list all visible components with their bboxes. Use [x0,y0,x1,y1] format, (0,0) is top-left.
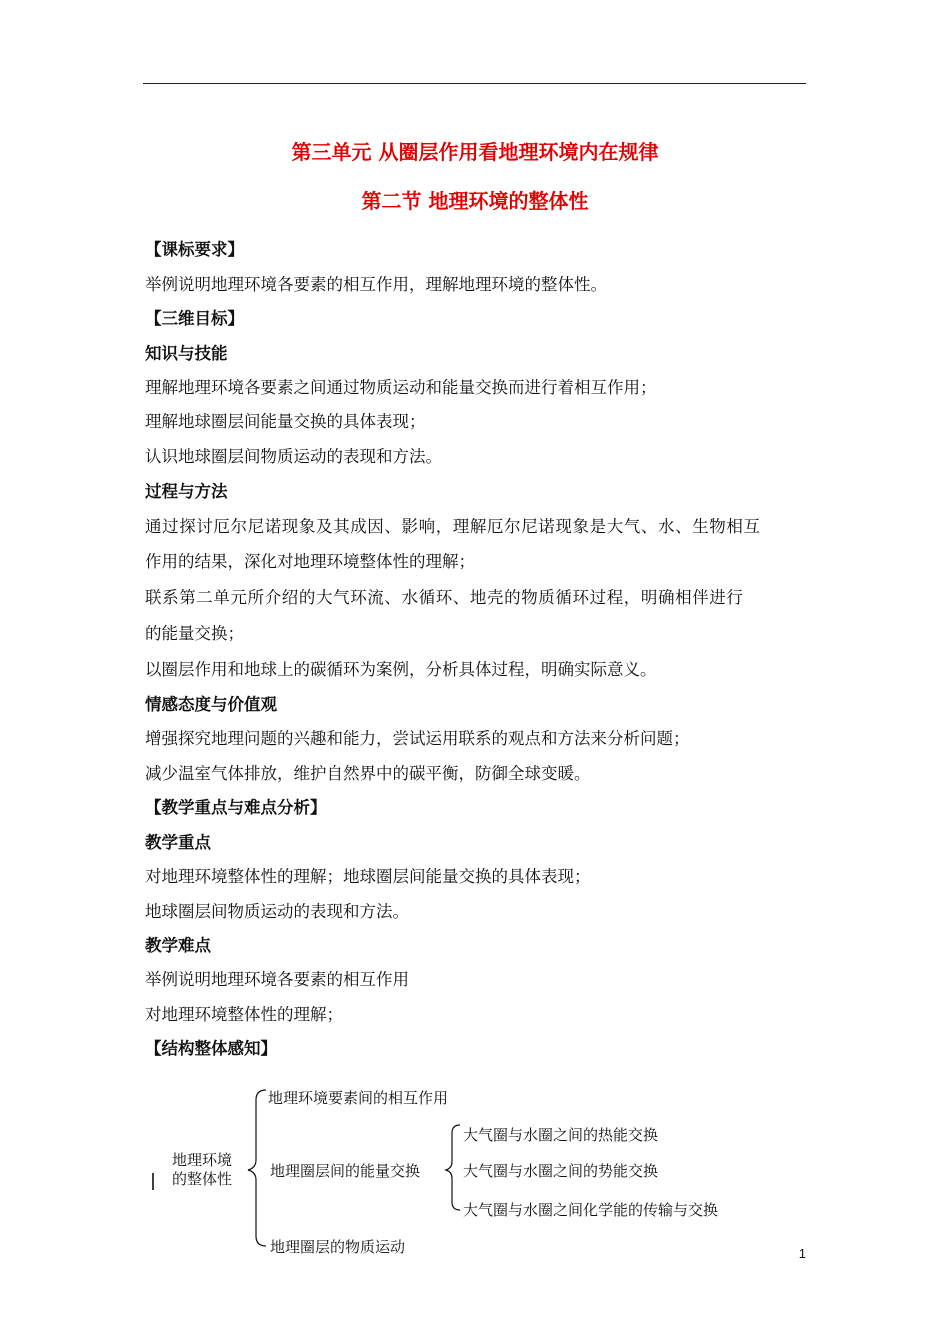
heading-key-difficult-points: 【教学重点与难点分析】 [145,798,327,817]
subheading-teaching-focus: 教学重点 [145,833,211,852]
body-line: 联系第二单元所介绍的大气环流、水循环、地壳的物质循环过程，明确相伴进行 [145,588,744,607]
section-title: 第二节 地理环境的整体性 [361,189,589,213]
body-line: 以圈层作用和地球上的碳循环为案例，分析具体过程，明确实际意义。 [145,660,657,679]
page-number: 1 [798,1246,806,1261]
tree-sub-heat-exchange: 大气圈与水圈之间的热能交换 [463,1126,659,1144]
heading-structure-overview: 【结构整体感知】 [145,1039,277,1058]
body-line: 作用的结果，深化对地理环境整体性的理解； [145,552,475,571]
subheading-attitudes-values: 情感态度与价值观 [145,695,277,714]
tree-branch-energy-exchange: 地理圈层间的能量交换 [270,1162,421,1180]
heading-curriculum-requirements: 【课标要求】 [145,240,244,259]
body-line: 对地理环境整体性的理解；地球圈层间能量交换的具体表现； [145,867,591,886]
unit-title: 第三单元 从圈层作用看地理环境内在规律 [291,140,659,164]
tree-branch-interaction: 地理环境要素间的相互作用 [268,1089,449,1107]
subheading-knowledge-skills: 知识与技能 [145,344,228,363]
body-line: 地球圈层间物质运动的表现和方法。 [145,902,409,921]
tree-sub-chemical-exchange: 大气圈与水圈之间化学能的传输与交换 [463,1201,719,1219]
tree-root-line2: 的整体性 [172,1170,233,1188]
body-line: 对地理环境整体性的理解； [145,1005,343,1024]
body-line: 认识地球圈层间物质运动的表现和方法。 [145,447,442,466]
tree-sub-potential-exchange: 大气圈与水圈之间的势能交换 [463,1162,659,1180]
heading-three-dimensional-goals: 【三维目标】 [145,309,244,328]
body-line: 理解地球圈层间能量交换的具体表现； [145,412,426,431]
sub-brace [446,1125,460,1210]
body-line: 的能量交换； [145,624,244,643]
tree-root-line1: 地理环境 [172,1151,233,1169]
body-line: 通过探讨厄尔尼诺现象及其成因、影响，理解厄尔尼诺现象是大气、水、生物相互 [145,517,761,536]
subheading-process-methods: 过程与方法 [145,482,228,501]
body-line: 增强探究地理问题的兴趣和能力，尝试运用联系的观点和方法来分析问题； [145,729,690,748]
subheading-teaching-difficulty: 教学难点 [145,936,211,955]
body-line: 减少温室气体排放，维护自然界中的碳平衡，防御全球变暖。 [145,764,591,783]
body-line: 举例说明地理环境各要素的相互作用 [145,970,409,989]
main-brace [248,1090,266,1246]
tree-branch-material-movement: 地理圈层的物质运动 [270,1238,406,1256]
body-line: 举例说明地理环境各要素的相互作用，理解地理环境的整体性。 [145,275,607,294]
body-line: 理解地理环境各要素之间通过物质运动和能量交换而进行着相互作用； [145,378,657,397]
